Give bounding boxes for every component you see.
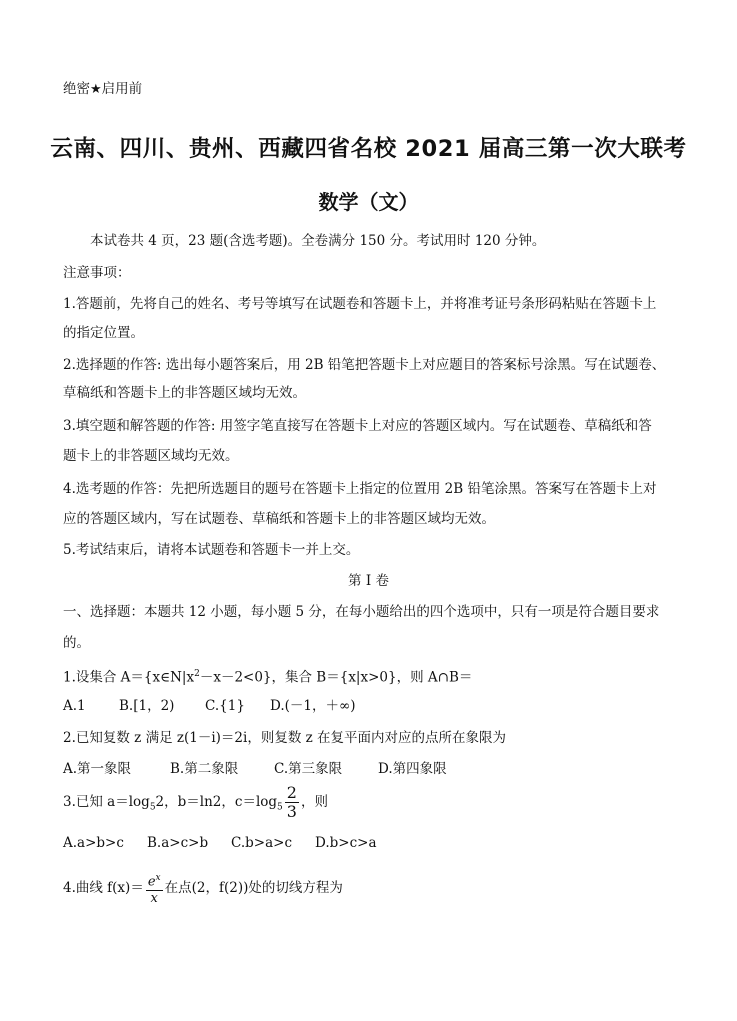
q4-stem-part: 4.曲线 f(x)＝ [63,880,144,896]
q3-fraction-numerator: 2 [286,783,297,802]
q3-stem-part: ，则 [300,794,328,810]
q4-fraction-numerator [146,871,163,890]
option-c: C.b>a>c [231,835,293,851]
option-a: A.第一象限 [63,761,132,777]
notice-line: 应的答题区域内，写在试题卷、草稿纸和答题卡上的非答题区域均无效。 [63,511,495,527]
question-2-stem: 2.已知复数 z 满足 z(1－i)＝2i，则复数 z 在复平面内对应的点所在象限为 [63,730,507,746]
q4-fraction-denominator: x [150,890,158,906]
option-b: B.a>c>b [147,835,209,851]
q1-exponent: 2 [194,669,200,679]
notice-line: 题卡上的非答题区域均无效。 [63,448,239,464]
q1-stem-part: －x－2<0}，集合 B＝{x|x>0}，则 A∩B＝ [199,669,473,686]
section-heading-line1: 一、选择题：本题共 12 小题，每小题 5 分，在每小题给出的四个选项中，只有一项是符合题目要求 [63,604,660,620]
option-c: C.第三象限 [274,761,343,777]
q3-log-base: 5 [149,802,156,813]
notice-line: 的指定位置。 [63,325,144,341]
confidential-label [63,80,142,99]
q3-stem-part: 2，b＝ln2，c＝log [155,794,278,810]
notice-line: 1.答题前，先将自己的姓名、考号等填写在试题卷和答题卡上，并将准考证号条形码粘贴在答题卡上 [63,296,657,312]
question-1-options [63,697,356,715]
notice-line: 4.选考题的作答：先把所选题目的题号在答题卡上指定的位置用 2B 铅笔涂黑。答案写在答题卡上对 [63,481,657,497]
question-4-stem [63,868,343,908]
q3-log-base: 5 [277,802,283,813]
q3-fraction [285,784,299,821]
q3-fraction-denominator: 3 [286,802,297,821]
option-a: A.1 [63,698,86,714]
notice-line: 3.填空题和解答题的作答: 用签字笔直接写在答题卡上对应的答题区域内。写在试题卷、草稿纸和答 [63,418,652,434]
volume-heading: 第 I 卷 [348,573,389,589]
option-c: C.{1} [205,698,245,714]
option-b: B.[1，2) [119,698,175,714]
exam-subject: 数学（文） [318,190,419,214]
notice-line: 2.选择题的作答: 选出每小题答案后，用 2B 铅笔把答题卡上对应题目的答案标号涂黑。写在试题卷、 [63,357,666,373]
star-icon: ★ [90,82,102,97]
option-d: D.(－1，＋∞) [270,698,356,714]
notice-heading: 注意事项： [63,265,131,281]
section-heading-line2: 的。 [63,635,90,651]
option-b: B.第二象限 [170,761,239,777]
notice-line: 草稿纸和答题卡上的非答题区域均无效。 [63,385,306,401]
exam-title: 云南、四川、贵州、西藏四省名校 2021 届高三第一次大联考 [50,136,687,162]
option-d: D.第四象限 [378,761,447,777]
confidential-tail: 启用前 [101,81,143,97]
q4-stem-part: 在点(2，f(2))处的切线方程为 [164,880,343,896]
question-3-stem [63,784,328,826]
q3-stem-part: 3.已知 a＝log [63,794,150,810]
notice-line: 5.考试结束后，请将本试题卷和答题卡一并上交。 [63,542,360,558]
q4-numerator-base: e [147,874,156,890]
question-2-options [63,760,447,778]
confidential-text: 绝密 [63,81,90,97]
question-3-options [63,834,377,852]
option-d: D.b>c>a [315,835,377,851]
question-1-stem [63,665,472,687]
intro-text: 本试卷共 4 页，23 题(含选考题)。全卷满分 150 分。考试用时 120 分钟。 [90,233,546,249]
option-a: A.a>b>c [63,835,124,851]
q4-fraction [146,871,163,905]
q1-stem-part: 1.设集合 A＝{x∈N|x [63,669,195,686]
q4-numerator-exponent: x [155,873,161,884]
